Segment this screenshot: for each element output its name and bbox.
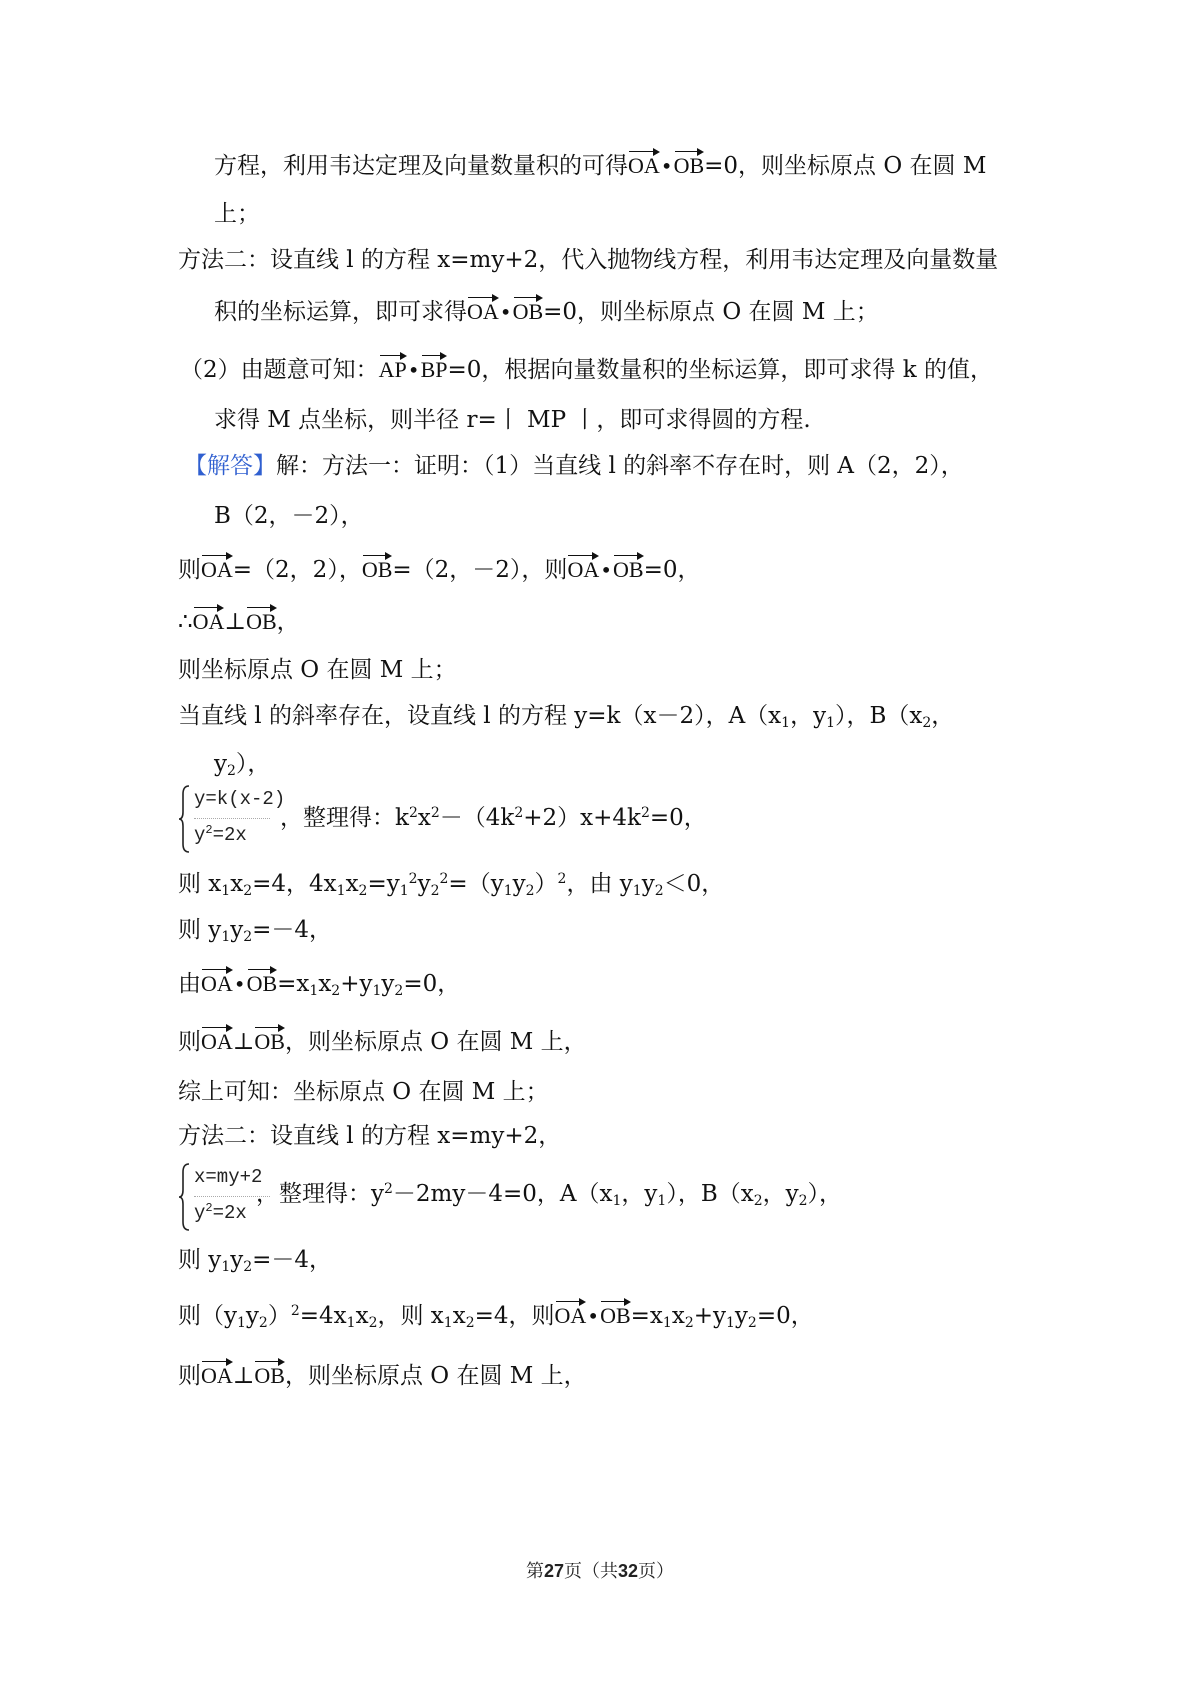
left-brace-icon: [178, 1162, 190, 1232]
text-line: 则OA=（2，2），OB=（2，－2），则OA•OB=0，: [178, 552, 700, 586]
text-line: 则 $y_1y_2=-4$，: [178, 1247, 333, 1275]
text-line: 综上可知：坐标原点 O 在圆 M 上；: [178, 1079, 549, 1105]
vector-ob: OB: [613, 552, 644, 586]
text-line: 求得 M 点坐标，则半径 r=丨 MP 丨，即可求得圆的方程.: [214, 407, 811, 433]
text-line: 则OA⊥OB，则坐标原点 O 在圆 M 上，: [178, 1024, 587, 1058]
vector-ob: OB: [246, 604, 277, 638]
vector-oa: OA: [201, 1358, 233, 1392]
vector-oa: OA: [467, 294, 499, 328]
vector-ob: OB: [513, 294, 544, 328]
vector-ob: OB: [247, 966, 278, 1000]
text-line: ∴OA⊥OB，: [178, 604, 300, 638]
text-line: B（2，－2），: [214, 503, 364, 529]
text-line: 当直线 l 的斜率存在，设直线 l 的方程 y=k（x－2），$A(x_1$，$y_1$），$B(x_2$，: [178, 703, 955, 731]
vector-oa: OA: [567, 552, 599, 586]
text-line: 方程，利用韦达定理及向量数量积的可得OA•OB=0，则坐标原点 O 在圆 M: [214, 148, 986, 182]
vector-oa: OA: [555, 1298, 587, 1332]
vector-ob: OB: [362, 552, 393, 586]
equation-line: y=k(x-2): [194, 788, 286, 810]
equation-line: x=my+2: [194, 1166, 263, 1188]
text-line: 则 $x_1x_2=4$，$4x_1x_2=y_1^2y_2^2=(y_1y_2)^2$，由 $y_1y_2<0$，: [178, 871, 725, 899]
page-total: 32: [618, 1561, 639, 1581]
text-line: 由$OA•OB=x_1x_2+y_1y_2=0$，: [178, 966, 460, 1000]
text-line: $y_2$），: [214, 751, 271, 779]
answer-tag: 【解答】: [184, 453, 276, 479]
vector-ob: OB: [674, 148, 705, 182]
vector-ob: OB: [254, 1358, 285, 1392]
vector-ob: OB: [600, 1298, 631, 1332]
vector-bp: BP: [421, 352, 448, 386]
equation-system: [178, 784, 707, 854]
text-line: 则 $y_1y_2=-4$，: [178, 917, 333, 945]
text-line: 则OA⊥OB，则坐标原点 O 在圆 M 上，: [178, 1358, 587, 1392]
vector-oa: OA: [193, 604, 225, 638]
text-line: ，整理得：$k^2x^2-(4k^2+2)x+4k^2=0$，: [280, 805, 707, 831]
vector-oa: OA: [201, 552, 233, 586]
vector-oa: OA: [201, 1024, 233, 1058]
vector-oa: OA: [201, 966, 233, 1000]
text-line: （2）由题意可知：AP•BP=0，根据向量数量积的坐标运算，即可求得 k 的值，: [180, 352, 993, 386]
page-footer: 第27页（共32页）: [525, 1561, 675, 1582]
equation-line: $y^2=2x$: [194, 823, 247, 846]
text-line: 上；: [214, 201, 260, 227]
text-line: ，整理得：$y^2-2my-4=0$，$A(x_1$，$y_1$），$B(x_2$，$y_2$），: [256, 1181, 843, 1209]
text-line: 则$(y_1y_2)^2=4x_1x_2$，则 $x_1x_2=4$，则$OA•OB=x_1x_2+y_1y_2=0$，: [178, 1298, 814, 1332]
equation-line: $y^2=2x$: [194, 1201, 247, 1224]
text-line: 则坐标原点 O 在圆 M 上；: [178, 657, 457, 683]
vector-ap: AP: [379, 352, 407, 386]
text-line: 积的坐标运算，即可求得OA•OB=0，则坐标原点 O 在圆 M 上；: [214, 294, 879, 328]
page-number: 27: [543, 1561, 564, 1581]
vector-ob: OB: [254, 1024, 285, 1058]
equation-system: [178, 1162, 843, 1232]
vector-oa: OA: [628, 148, 660, 182]
text-line: 方法二：设直线 l 的方程 x=my+2，: [178, 1123, 562, 1149]
text-line: 方法二：设直线 l 的方程 x=my+2，代入抛物线方程，利用韦达定理及向量数量: [178, 247, 999, 273]
text-line: 【解答】解：方法一：证明：（1）当直线 l 的斜率不存在时，则 A（2，2），: [184, 453, 964, 479]
left-brace-icon: [178, 784, 190, 854]
